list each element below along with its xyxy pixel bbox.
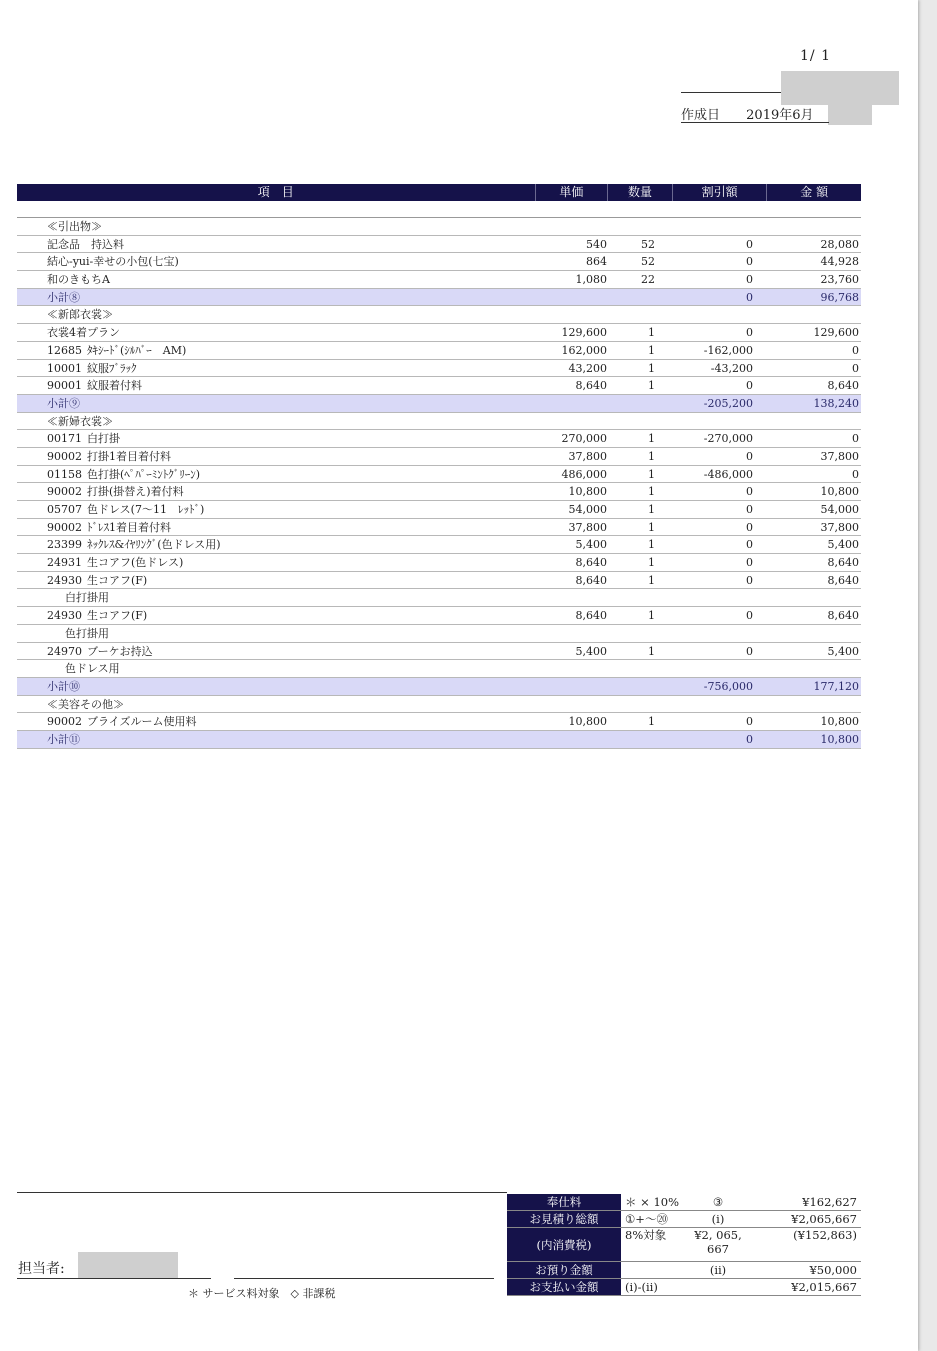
cell-amount xyxy=(767,589,861,606)
cell-amount: 129,600 xyxy=(813,326,859,340)
cell-price: 5,400 xyxy=(575,538,607,552)
cell-qty: 1 xyxy=(648,609,655,623)
redaction-mask xyxy=(828,100,872,125)
cell-discount: 0 xyxy=(746,644,753,658)
cell-price: 10,800 xyxy=(568,485,607,499)
cell-qty xyxy=(609,731,673,748)
cell-price: 5,400 xyxy=(575,644,607,658)
note-row xyxy=(17,660,861,678)
cell-price: 8,640 xyxy=(575,573,607,587)
summary-row xyxy=(507,1228,861,1262)
cell-amount: 8,640 xyxy=(827,573,859,587)
cell-qty: 1 xyxy=(648,715,655,729)
cell-qty xyxy=(609,589,673,606)
cell-discount: -205,200 xyxy=(703,396,753,410)
section-row xyxy=(17,218,861,236)
cell-qty: 1 xyxy=(648,538,655,552)
cell-qty xyxy=(609,625,673,642)
item-code: 12685 xyxy=(47,343,82,357)
legend: ＊ サービス料対象 ◇ 非課税 xyxy=(188,1287,336,1300)
summary-f1: 8%対象 xyxy=(625,1228,667,1242)
item-label: 色ドレス(7～11 ﾚｯﾄﾞ) xyxy=(87,503,205,516)
cell-discount: -486,000 xyxy=(703,467,753,481)
item-label: 生コアフ(F) xyxy=(87,609,148,623)
cell-item: 色打掛用 xyxy=(65,626,109,640)
item-code: 24970 xyxy=(47,644,82,658)
cell-qty xyxy=(609,696,673,713)
cell-amount: 10,800 xyxy=(820,715,859,729)
summary-label: お見積り総額 xyxy=(507,1211,621,1227)
cell-discount: 0 xyxy=(746,503,753,516)
cell-discount: 0 xyxy=(746,326,753,340)
cell-qty: 1 xyxy=(648,379,655,393)
section-row xyxy=(17,306,861,324)
cell-discount: 0 xyxy=(746,273,753,287)
cell-price xyxy=(537,218,609,235)
section-row xyxy=(17,413,861,431)
cell-qty: 52 xyxy=(641,255,655,269)
cell-item xyxy=(17,643,537,660)
cell-discount xyxy=(673,306,767,323)
item-label: ブーケお持込 xyxy=(87,644,153,658)
footer-rule xyxy=(17,1192,507,1193)
cell-item: 衣裳4着プラン xyxy=(47,326,120,340)
col-qty-header: 数量 xyxy=(608,184,673,201)
cell-item: 色ドレス用 xyxy=(65,662,120,676)
cell-item xyxy=(17,466,537,483)
cell-price: 540 xyxy=(586,237,607,251)
cell-amount xyxy=(767,413,861,430)
cell-discount: 0 xyxy=(746,237,753,251)
item-label: ﾀｷｼｰﾄﾞ(ｼﾙﾊﾞｰ AM) xyxy=(87,343,187,357)
cell-item xyxy=(17,519,537,536)
summary-f3: ¥162,627 xyxy=(802,1195,857,1209)
footer-underline xyxy=(234,1278,494,1279)
cell-item: 小計⑨ xyxy=(47,396,80,410)
cell-price: 37,800 xyxy=(568,520,607,534)
cell-item xyxy=(17,554,537,571)
summary-f1: ①+～⑳ xyxy=(625,1212,668,1226)
cell-item: 結心-yui-幸せの小包(七宝) xyxy=(47,255,179,269)
cell-qty: 1 xyxy=(648,467,655,481)
redaction-mask xyxy=(78,1252,178,1278)
table-row xyxy=(17,466,861,484)
summary-row xyxy=(507,1194,861,1211)
cell-item: ≪美容その他≫ xyxy=(47,697,124,711)
cell-price xyxy=(537,731,609,748)
cell-qty xyxy=(609,306,673,323)
summary-f3: (¥152,863) xyxy=(793,1228,857,1242)
header-gap xyxy=(17,201,861,218)
summary-f2 xyxy=(683,1279,753,1295)
summary-f2: ③ xyxy=(712,1195,724,1209)
cell-discount xyxy=(673,696,767,713)
cell-discount: 0 xyxy=(746,732,753,746)
cell-discount xyxy=(673,413,767,430)
cell-amount: 0 xyxy=(852,343,859,357)
cell-price: 864 xyxy=(586,255,607,269)
created-label: 作成日 xyxy=(681,108,721,123)
cell-qty: 1 xyxy=(648,520,655,534)
cell-amount: 5,400 xyxy=(827,538,859,552)
cell-amount: 37,800 xyxy=(820,520,859,534)
cell-discount xyxy=(673,589,767,606)
col-amount-header: 金 額 xyxy=(800,185,829,199)
col-discount-header: 割引額 xyxy=(673,184,768,201)
summary-f2: (ⅰ) xyxy=(711,1212,725,1226)
table-row xyxy=(17,643,861,661)
cell-discount: 0 xyxy=(746,609,753,623)
cell-price: 10,800 xyxy=(568,715,607,729)
cell-item: ≪新郎衣裳≫ xyxy=(47,308,113,322)
item-label: ﾄﾞﾚｽ1着目着付料 xyxy=(87,520,171,534)
cell-item xyxy=(17,377,537,394)
cell-price: 1,080 xyxy=(575,273,607,287)
item-code: 90002 xyxy=(47,449,82,463)
subtotal-row xyxy=(17,289,861,307)
cell-item: 小計⑩ xyxy=(47,679,80,693)
cell-amount: 177,120 xyxy=(813,679,859,693)
item-label: 紋服着付料 xyxy=(87,379,142,393)
table-row xyxy=(17,536,861,554)
cell-price xyxy=(537,289,609,306)
table-row xyxy=(17,519,861,537)
cell-discount: 0 xyxy=(746,379,753,393)
cell-item: ≪引出物≫ xyxy=(47,220,102,233)
cell-amount: 8,640 xyxy=(827,379,859,393)
cell-price xyxy=(537,413,609,430)
cell-amount xyxy=(767,660,861,677)
cell-price: 129,600 xyxy=(561,326,607,340)
page-number: 1/ 1 xyxy=(800,48,831,64)
col-price-header: 単価 xyxy=(536,184,609,201)
cell-price: 270,000 xyxy=(561,432,607,446)
cell-discount xyxy=(673,660,767,677)
summary-row xyxy=(507,1279,861,1296)
cell-qty: 1 xyxy=(648,503,655,516)
estimate-table xyxy=(17,184,861,749)
created-value: 2019年6月 xyxy=(746,108,814,123)
cell-qty xyxy=(609,678,673,695)
cell-discount xyxy=(673,218,767,235)
cell-amount: 10,800 xyxy=(820,485,859,499)
cell-amount xyxy=(767,696,861,713)
cell-discount: 0 xyxy=(746,556,753,570)
cell-price xyxy=(537,625,609,642)
cell-amount: 5,400 xyxy=(827,644,859,658)
cell-price xyxy=(537,696,609,713)
cell-item xyxy=(17,342,537,359)
cell-amount: 37,800 xyxy=(820,449,859,463)
item-code: 23399 xyxy=(47,538,82,552)
cell-qty: 1 xyxy=(648,326,655,340)
cell-discount: 0 xyxy=(746,573,753,587)
cell-item: 和のきもちA xyxy=(47,273,110,287)
table-row xyxy=(17,236,861,254)
cell-qty: 1 xyxy=(648,449,655,463)
cell-item: 記念品 持込料 xyxy=(47,237,124,251)
cell-price: 54,000 xyxy=(568,503,607,516)
cell-item xyxy=(17,483,537,500)
cell-discount: 0 xyxy=(746,290,753,304)
table-body xyxy=(17,218,861,749)
table-row xyxy=(17,483,861,501)
cell-qty: 1 xyxy=(648,361,655,375)
created-underline xyxy=(681,122,829,123)
subtotal-row xyxy=(17,678,861,696)
cell-qty xyxy=(609,413,673,430)
created-date xyxy=(681,104,814,123)
item-code: 24930 xyxy=(47,573,82,587)
cell-amount: 138,240 xyxy=(813,396,859,410)
cell-amount: 0 xyxy=(852,467,859,481)
item-code: 01158 xyxy=(47,467,82,481)
cell-qty xyxy=(609,395,673,412)
summary-f2: (ⅱ) xyxy=(709,1263,727,1277)
item-code: 24930 xyxy=(47,609,82,623)
item-label: 打掛(掛替え)着付料 xyxy=(87,485,184,499)
cell-qty: 22 xyxy=(641,273,655,287)
cell-amount xyxy=(767,625,861,642)
cell-price: 43,200 xyxy=(568,361,607,375)
cell-item xyxy=(17,360,537,377)
item-label: ﾈｯｸﾚｽ&ｲﾔﾘﾝｸﾞ(色ドレス用) xyxy=(87,538,221,552)
cell-amount: 0 xyxy=(852,432,859,446)
item-code: 10001 xyxy=(47,361,82,375)
cell-discount: -270,000 xyxy=(703,432,753,446)
cell-qty: 1 xyxy=(648,573,655,587)
summary-row xyxy=(507,1211,861,1228)
cell-price: 8,640 xyxy=(575,609,607,623)
col-item-header: 項 目 xyxy=(17,184,536,201)
table-row xyxy=(17,448,861,466)
cell-discount: 0 xyxy=(746,449,753,463)
cell-qty: 1 xyxy=(648,485,655,499)
summary-label: お支払い金額 xyxy=(507,1279,621,1295)
cell-item xyxy=(17,713,537,730)
item-code: 24931 xyxy=(47,556,82,570)
cell-qty xyxy=(609,218,673,235)
cell-discount: 0 xyxy=(746,715,753,729)
table-row xyxy=(17,554,861,572)
table-row xyxy=(17,342,861,360)
cell-item: 小計⑪ xyxy=(47,732,80,746)
table-row xyxy=(17,713,861,731)
summary-f3: ¥50,000 xyxy=(809,1263,857,1277)
cell-price: 486,000 xyxy=(561,467,607,481)
note-row xyxy=(17,625,861,643)
summary-f3: ¥2,065,667 xyxy=(791,1212,857,1226)
section-row xyxy=(17,696,861,714)
cell-item: 小計⑧ xyxy=(47,290,80,304)
staff-underline xyxy=(17,1278,211,1279)
summary-f3: ¥2,015,667 xyxy=(791,1280,857,1294)
cell-discount: 0 xyxy=(746,538,753,552)
item-code: 00171 xyxy=(47,432,82,446)
cell-price xyxy=(537,589,609,606)
cell-discount: 0 xyxy=(746,255,753,269)
cell-item: 白打掛用 xyxy=(65,591,109,605)
cell-discount: -43,200 xyxy=(710,361,753,375)
cell-item xyxy=(17,430,537,447)
item-code: 90001 xyxy=(47,379,82,393)
item-label: 生コアフ(F) xyxy=(87,573,148,587)
cell-discount: 0 xyxy=(746,520,753,534)
summary-label: (内消費税) xyxy=(507,1228,621,1261)
cell-price xyxy=(537,678,609,695)
cell-price: 37,800 xyxy=(568,449,607,463)
table-row xyxy=(17,360,861,378)
cell-item xyxy=(17,572,537,589)
cell-item: ≪新婦衣裳≫ xyxy=(47,414,113,428)
cell-amount xyxy=(767,218,861,235)
cell-amount: 28,080 xyxy=(820,237,859,251)
cell-qty xyxy=(609,660,673,677)
item-label: 生コアフ(色ドレス) xyxy=(87,556,184,570)
item-code: 90002 xyxy=(47,485,82,499)
summary-f1 xyxy=(621,1262,683,1278)
cell-qty: 1 xyxy=(648,432,655,446)
cell-qty: 1 xyxy=(648,343,655,357)
cell-item xyxy=(17,536,537,553)
cell-amount: 8,640 xyxy=(827,609,859,623)
table-row xyxy=(17,271,861,289)
cell-discount xyxy=(673,625,767,642)
summary-row xyxy=(507,1262,861,1279)
cell-amount: 8,640 xyxy=(827,556,859,570)
cell-item xyxy=(17,607,537,624)
table-row xyxy=(17,501,861,519)
cell-amount: 10,800 xyxy=(820,732,859,746)
summary-table xyxy=(507,1194,861,1296)
item-label: 色打掛(ﾍﾟﾊﾟｰﾐﾝﾄｸﾞﾘｰﾝ) xyxy=(87,467,201,481)
header-rule xyxy=(681,92,781,93)
cell-qty xyxy=(609,289,673,306)
cell-qty: 52 xyxy=(641,237,655,251)
cell-amount xyxy=(767,306,861,323)
subtotal-row xyxy=(17,395,861,413)
cell-price xyxy=(537,660,609,677)
table-row xyxy=(17,377,861,395)
cell-amount: 54,000 xyxy=(820,503,859,516)
cell-amount: 23,760 xyxy=(820,273,859,287)
cell-price xyxy=(537,395,609,412)
cell-amount: 44,928 xyxy=(820,255,859,269)
item-label: ブライズルーム使用料 xyxy=(87,715,197,729)
summary-f2: ¥2, 065, 667 xyxy=(694,1228,742,1256)
item-code: 05707 xyxy=(47,503,82,516)
cell-qty: 1 xyxy=(648,644,655,658)
note-row xyxy=(17,589,861,607)
cell-amount: 0 xyxy=(852,361,859,375)
table-row xyxy=(17,572,861,590)
table-row xyxy=(17,430,861,448)
item-label: 打掛1着目着付料 xyxy=(87,449,171,463)
subtotal-row xyxy=(17,731,861,749)
cell-price: 8,640 xyxy=(575,379,607,393)
cell-qty: 1 xyxy=(648,556,655,570)
cell-price: 162,000 xyxy=(561,343,607,357)
table-row xyxy=(17,253,861,271)
cell-discount: 0 xyxy=(746,485,753,499)
summary-f1: (ⅰ)-(ⅱ) xyxy=(625,1280,658,1294)
cell-discount: -162,000 xyxy=(703,343,753,357)
staff-label: 担当者: xyxy=(18,1261,65,1277)
summary-label: お預り金額 xyxy=(507,1262,621,1278)
cell-price xyxy=(537,306,609,323)
cell-item xyxy=(17,501,537,518)
summary-f1: ＊ × 10% xyxy=(625,1195,680,1209)
table-row xyxy=(17,324,861,342)
item-label: 白打掛 xyxy=(87,432,120,446)
item-code: 90002 xyxy=(47,715,82,729)
cell-item xyxy=(17,448,537,465)
table-header xyxy=(17,184,861,201)
cell-discount: -756,000 xyxy=(703,679,753,693)
cell-amount: 96,768 xyxy=(820,290,859,304)
item-code: 90002 xyxy=(47,520,82,534)
table-row xyxy=(17,607,861,625)
cell-price: 8,640 xyxy=(575,556,607,570)
item-label: 紋服ﾌﾞﾗｯｸ xyxy=(87,361,137,375)
summary-label: 奉仕料 xyxy=(507,1194,621,1210)
